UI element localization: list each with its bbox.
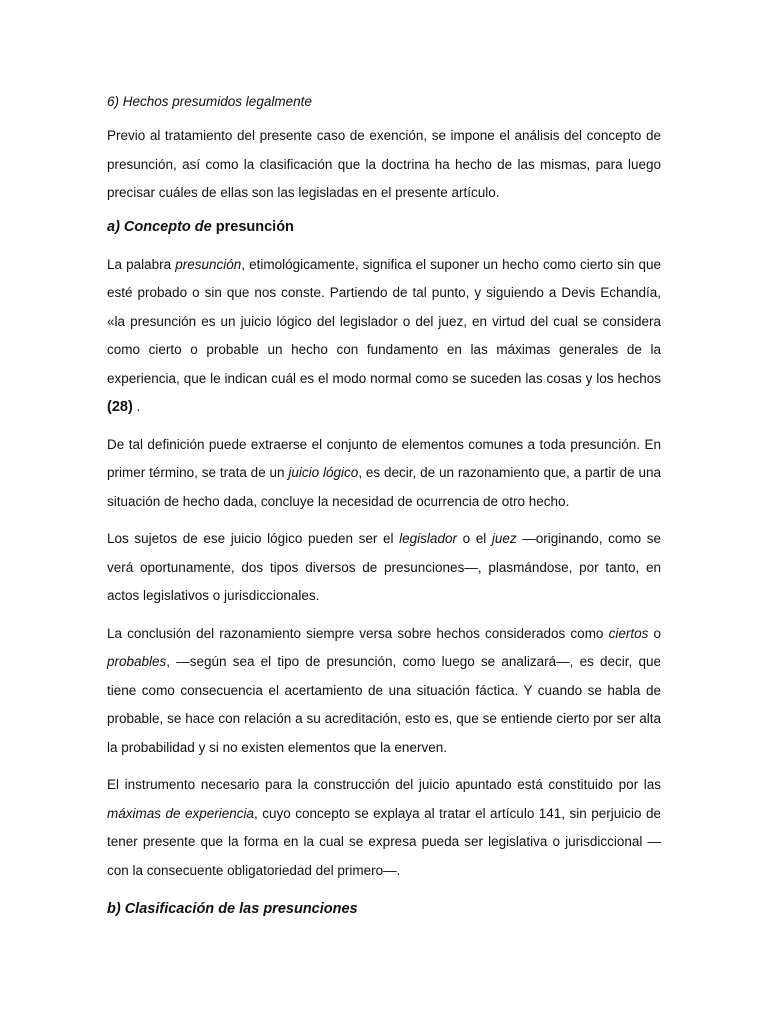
text-run: La palabra	[107, 256, 176, 272]
text-run: .	[132, 399, 141, 414]
paragraph-intro: Previo al tratamiento del presente caso de exención, se impone el análisis del concepto de presunción, así como la clasificación que la doctrina ha hecho de las mismas, para luego precisar cuáles de ellas son las legisladas en el presente artículo.	[107, 128, 661, 200]
paragraph-sujetos	[107, 525, 661, 611]
text-run: , —según sea el tipo de presunción, como luego se analizará—, es decir, que tiene como consecuencia el acertamiento de una situación fáctica. Y cuando se habla de probable, se hace con relación a su acreditación, esto es, que se entiende cierto por ser alta la probabilidad y si no existen elementos que la enerven.	[107, 654, 661, 755]
italic-term: probables	[107, 654, 167, 669]
text-run: El instrumento necesario para la construcción del juicio apuntado está constituido por las	[107, 777, 661, 792]
italic-term: legislador	[399, 531, 457, 546]
paragraph-palabra-presuncion	[107, 251, 661, 422]
text-run: La conclusión del razonamiento siempre versa sobre hechos considerados como	[107, 625, 609, 641]
italic-term: juicio lógico	[288, 465, 359, 480]
text-run: o	[648, 625, 661, 641]
heading-clasificacion: b) Clasificación de las presunciones	[107, 901, 358, 917]
italic-term: ciertos	[608, 625, 649, 641]
paragraph-definicion	[107, 431, 661, 517]
footnote-reference: (28)	[107, 399, 133, 415]
italic-term: presunción	[175, 256, 242, 272]
text-run: —originando, como se verá oportunamente, dos tipos diversos de presunciones—, plasmándose, por tanto, en actos legislativos o jurisdiccionales.	[107, 531, 661, 603]
italic-term: juez	[491, 531, 517, 546]
heading-concepto-normal: presunción	[211, 218, 294, 235]
text-run: , cuyo concepto se explaya al tratar el artículo 141, sin perjuicio de tener presente que la forma en la cual se expresa pueda ser legislativa o jurisdiccional —con la consecuente obligatoriedad del primero—.	[107, 805, 661, 878]
text-run: , etimológicamente, significa el suponer un hecho como cierto sin que esté probado o sin que nos conste. Partiendo de tal punto, y siguiendo a Devis Echandía, «la presunción es un juicio lógico del legislador o del juez, en virtud del cual se considera como cierto o probable un hecho con fundamento en las máximas generales de la experiencia, que le indican cuál es el modo normal como se suceden las cosas y los hechos	[107, 256, 662, 386]
paragraph-conclusion	[107, 620, 661, 763]
heading-hechos-presumidos: 6) Hechos presumidos legalmente	[107, 94, 312, 109]
text-run: De tal definición puede extraerse el conjunto de elementos comunes a toda presunción. En primer término, se trata de un	[107, 436, 661, 480]
text-run: , es decir, de un razonamiento que, a partir de una situación de hecho dada, concluye la necesidad de ocurrencia de otro hecho.	[107, 465, 661, 509]
italic-term: máximas de experiencia	[107, 805, 254, 821]
heading-concepto-italic: a) Concepto de	[107, 218, 212, 235]
text-run: Los sujetos de ese juicio lógico pueden ser el	[107, 531, 400, 546]
paragraph-instrumento	[107, 771, 661, 885]
text-run: o el	[456, 531, 492, 546]
heading-concepto-presuncion	[107, 217, 661, 237]
